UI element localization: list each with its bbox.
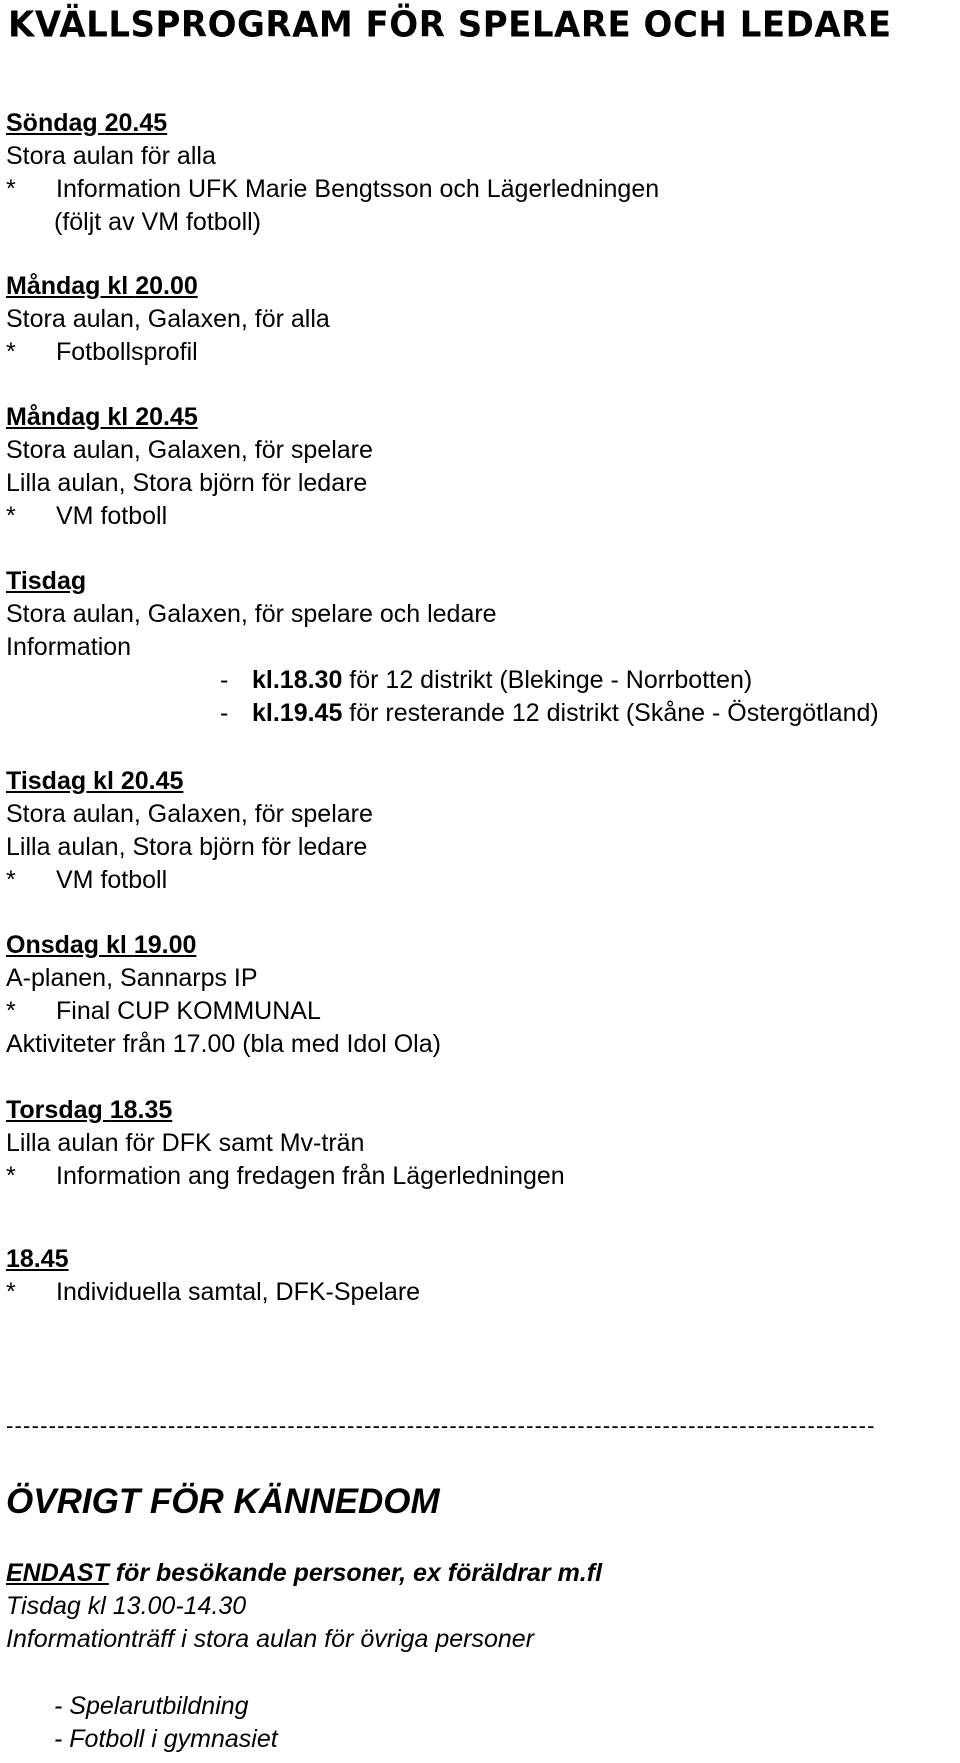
section-line: Stora aulan, Galaxen, för spelare [6,436,373,464]
other-info: Informationträff i stora aulan för övriga personer [6,1625,535,1653]
section-line: Stora aulan för alla [6,142,216,170]
star-item: * VM fotboll [6,502,168,530]
section-line: Lilla aulan, Stora björn för ledare [6,833,368,861]
section-line: Aktiviteter från 17.00 (bla med Idol Ola) [6,1030,441,1058]
section-heading: Onsdag kl 19.00 [6,931,197,959]
section-line: Lilla aulan, Stora björn för ledare [6,469,368,497]
separator-line: ------------------------------------------------------------------------------------------------------ [6,1413,876,1438]
page-title: KVÄLLSPROGRAM FÖR SPELARE OCH LEDARE [8,4,892,46]
sub-item: - kl.18.30 för 12 distrikt (Blekinge - Norrbotten) [220,666,753,694]
section-heading: Tisdag kl 20.45 [6,767,184,795]
star-item: * VM fotboll [6,866,168,894]
other-audience: ENDAST för besökande personer, ex föräldrar m.fl [6,1559,603,1587]
other-heading: ÖVRIGT FÖR KÄNNEDOM [6,1482,440,1521]
section-heading: Måndag kl 20.00 [6,272,198,300]
section-line: Stora aulan, Galaxen, för alla [6,305,330,333]
other-list-item: - Fotboll i gymnasiet [54,1725,278,1753]
star-item: * Final CUP KOMMUNAL [6,997,321,1025]
section-line: Stora aulan, Galaxen, för spelare [6,800,373,828]
sub-item: - kl.19.45 för resterande 12 distrikt (Skåne - Östergötland) [220,699,879,727]
other-time: Tisdag kl 13.00-14.30 [6,1592,247,1620]
star-item: * Individuella samtal, DFK-Spelare [6,1278,421,1306]
star-item: * Fotbollsprofil [6,338,198,366]
section-heading: Måndag kl 20.45 [6,403,198,431]
section-line: Information [6,633,132,661]
section-heading: 18.45 [6,1245,69,1273]
star-item: * Information ang fredagen från Lägerledningen [6,1162,565,1190]
star-item: * Information UFK Marie Bengtsson och Lägerledningen [6,175,660,203]
section-heading: Torsdag 18.35 [6,1096,173,1124]
section-heading: Söndag 20.45 [6,109,168,137]
section-heading: Tisdag [6,567,87,595]
other-list-item: - Spelarutbildning [54,1692,249,1720]
section-line: Stora aulan, Galaxen, för spelare och ledare [6,600,497,628]
star-item-continuation: (följt av VM fotboll) [54,208,262,236]
section-line: A-planen, Sannarps IP [6,964,258,992]
section-line: Lilla aulan för DFK samt Mv-trän [6,1129,365,1157]
